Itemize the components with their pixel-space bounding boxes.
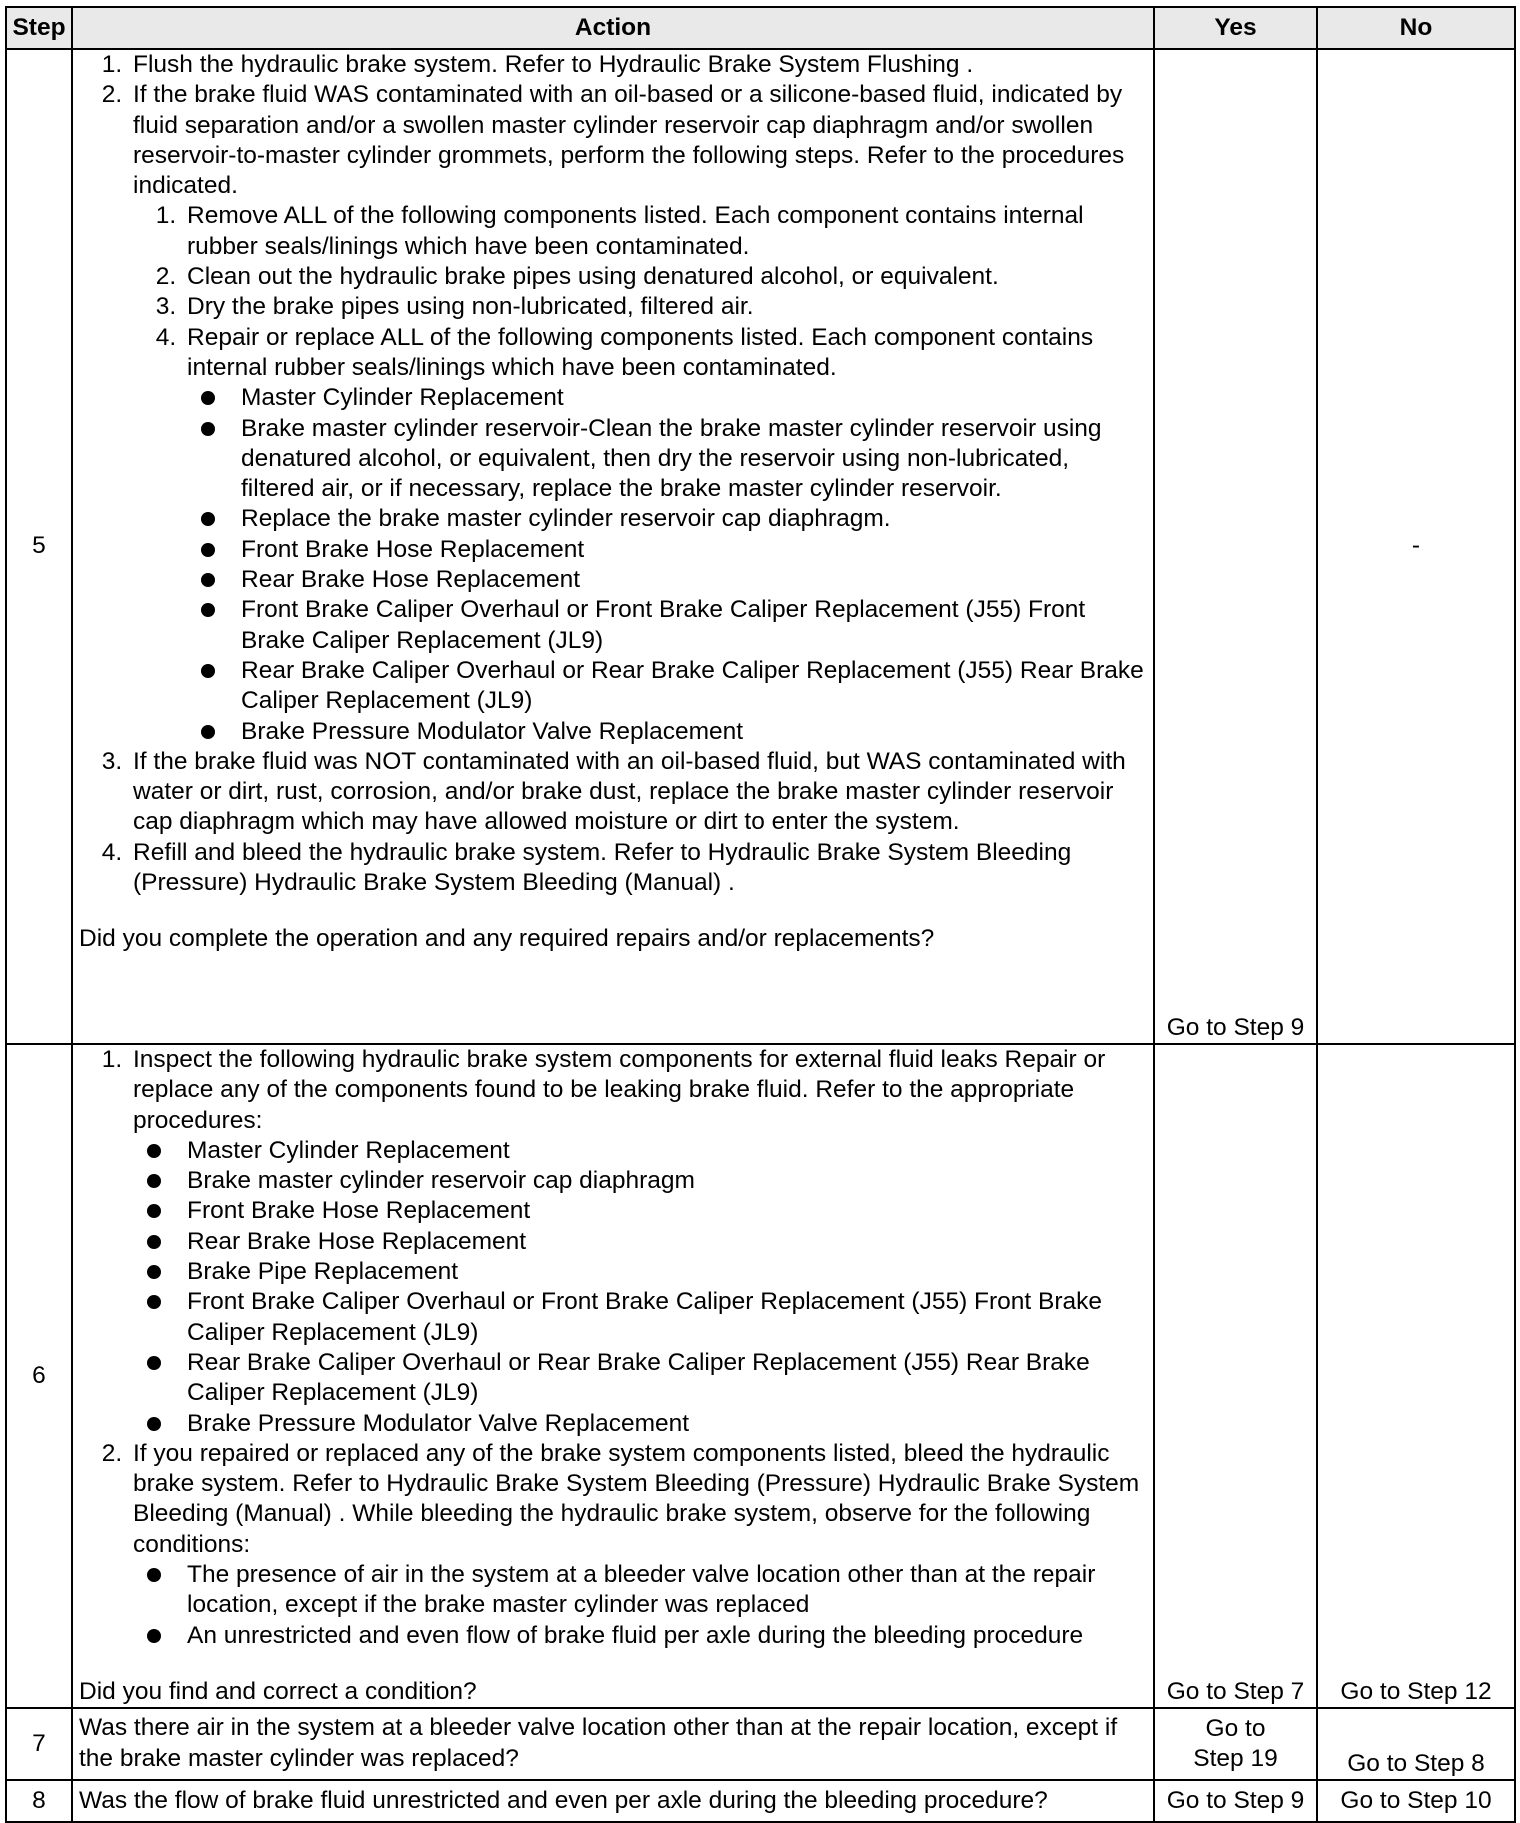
bullet-item: [237, 595, 1147, 656]
action-cell: [72, 1044, 1154, 1708]
bullet-list: [133, 1560, 1147, 1651]
bullet-icon: [201, 664, 215, 678]
bullet-item: [183, 1136, 1147, 1166]
sub-list-item: [183, 292, 1147, 322]
table-row: [6, 49, 1515, 1044]
step-column-header: Step: [6, 7, 72, 49]
bullet-text: Rear Brake Hose Replacement: [187, 1227, 527, 1255]
bullet-icon: [201, 512, 215, 526]
bullet-item: [237, 504, 1147, 534]
yes-column-header: Yes: [1154, 7, 1317, 49]
diagnostic-procedure-table: [5, 6, 1516, 1823]
bullet-text: An unrestricted and even flow of brake fluid per axle during the bleeding procedure: [187, 1621, 1084, 1649]
bullet-item: [183, 1409, 1147, 1439]
no-answer: Go to Step 12: [1317, 1044, 1515, 1708]
list-item-text: If the brake fluid WAS contaminated with an oil-based or a silicone-based fluid, indicated by fluid separation and/or a swollen master cylinder reservoir cap diaphragm and/or swollen reservoir-to-master cylinder grommets, perform the following steps. Refer to the procedures indicated.: [133, 81, 1125, 200]
sub-list-item-text: Remove ALL of the following components listed. Each component contains internal rubber seals/linings which have been contaminated.: [187, 202, 1084, 260]
yes-answer-line: Go to: [1205, 1714, 1266, 1742]
bullet-icon: [147, 1174, 161, 1188]
no-answer: Go to Step 10: [1317, 1780, 1515, 1822]
bullet-icon: [147, 1204, 161, 1218]
header-row: [6, 7, 1515, 49]
bullet-item: [237, 565, 1147, 595]
sub-list-item-text: Dry the brake pipes using non-lubricated, filtered air.: [187, 293, 754, 321]
bullet-icon: [201, 422, 215, 436]
yes-answer: Go to Step 9: [1154, 1780, 1317, 1822]
question-text: Did you find and correct a condition?: [79, 1677, 477, 1705]
sub-list-item-text: Clean out the hydraulic brake pipes using denatured alcohol, or equivalent.: [187, 263, 999, 291]
bullet-text: Brake Pressure Modulator Valve Replacement: [187, 1409, 690, 1437]
question-text: Did you complete the operation and any required repairs and/or replacements?: [79, 925, 935, 953]
bullet-text: Master Cylinder Replacement: [241, 384, 564, 412]
action-cell: [72, 49, 1154, 1044]
yes-answer: [1154, 1708, 1317, 1780]
bullet-text: Front Brake Hose Replacement: [241, 535, 585, 563]
yes-answer: Go to Step 7: [1154, 1044, 1317, 1708]
bullet-item: [237, 414, 1147, 505]
sub-list-item-text: Repair or replace ALL of the following components listed. Each component contains internal rubber seals/linings which have been contaminated.: [187, 323, 1094, 381]
bullet-icon: [147, 1265, 161, 1279]
bullet-text: Brake Pipe Replacement: [187, 1258, 459, 1286]
bullet-text: Front Brake Hose Replacement: [187, 1197, 531, 1225]
bullet-item: [237, 656, 1147, 717]
bullet-item: [237, 535, 1147, 565]
bullet-text: Front Brake Caliper Overhaul or Front Brake Caliper Replacement (J55) Front Brake Caliper Replacement (JL9): [187, 1288, 1103, 1346]
question-text: Was there air in the system at a bleeder valve location other than at the repair location, except if the brake master cylinder was replaced?: [79, 1714, 1118, 1772]
action-list: [79, 50, 1147, 898]
list-item-text: Refill and bleed the hydraulic brake system. Refer to Hydraulic Brake System Bleeding (Pressure) Hydraulic Brake System Bleeding (Manual) .: [133, 838, 1072, 897]
bullet-item: [237, 383, 1147, 413]
yes-answer: Go to Step 9: [1154, 49, 1317, 1044]
bullet-item: [183, 1287, 1147, 1348]
action-list: [79, 1045, 1147, 1651]
no-answer: Go to Step 8: [1317, 1708, 1515, 1780]
list-item-text: If you repaired or replaced any of the brake system components listed, bleed the hydraulic brake system. Refer to Hydraulic Brake System Bleeding (Pressure) Hydraulic Brake System Bleeding (Manual) . While bleeding the hydraulic brake system, observe for the following conditions:: [133, 1439, 1140, 1558]
list-item: [129, 747, 1147, 838]
bullet-icon: [147, 1568, 161, 1582]
sub-list-item: [183, 323, 1147, 747]
question-text: Was the flow of brake fluid unrestricted and even per axle during the bleeding procedure?: [79, 1787, 1048, 1815]
bullet-item: [183, 1348, 1147, 1409]
bullet-icon: [201, 543, 215, 557]
bullet-icon: [147, 1295, 161, 1309]
bullet-icon: [147, 1629, 161, 1643]
bullet-item: [183, 1560, 1147, 1621]
table-row: [6, 1780, 1515, 1822]
table-row: [6, 1044, 1515, 1708]
bullet-icon: [147, 1235, 161, 1249]
bullet-item: [183, 1166, 1147, 1196]
list-item: [129, 1045, 1147, 1439]
bullet-text: Master Cylinder Replacement: [187, 1136, 510, 1164]
bullet-text: Brake Pressure Modulator Valve Replacement: [241, 717, 744, 745]
list-item: [129, 838, 1147, 899]
step-number: 8: [6, 1780, 72, 1822]
table-row: [6, 1708, 1515, 1780]
bullet-icon: [147, 1417, 161, 1431]
step-number: 5: [6, 49, 72, 1044]
bullet-text: Front Brake Caliper Overhaul or Front Brake Caliper Replacement (J55) Front Brake Caliper Replacement (JL9): [241, 596, 1086, 654]
step-number: 6: [6, 1044, 72, 1708]
bullet-text: The presence of air in the system at a bleeder valve location other than at the repair location, except if the brake master cylinder was replaced: [187, 1561, 1096, 1619]
action-cell: [72, 1780, 1154, 1822]
bullet-text: Brake master cylinder reservoir cap diaphragm: [187, 1167, 695, 1195]
bullet-item: [237, 717, 1147, 747]
sub-list-item: [183, 201, 1147, 262]
bullet-list: [133, 1136, 1147, 1439]
list-item-text: Inspect the following hydraulic brake system components for external fluid leaks Repair or replace any of the components found to be leaking brake fluid. Refer to the appropriate procedures:: [133, 1046, 1106, 1134]
bullet-icon: [201, 573, 215, 587]
bullet-icon: [147, 1144, 161, 1158]
list-item-text: If the brake fluid was NOT contaminated with an oil-based fluid, but WAS contaminated with water or dirt, rust, corrosion, and/or brake dust, replace the brake master cylinder reservoir cap diaphragm which may have allowed moisture or dirt to enter the system.: [133, 747, 1126, 836]
no-answer: -: [1317, 49, 1515, 1044]
no-column-header: No: [1317, 7, 1515, 49]
bullet-item: [183, 1257, 1147, 1287]
bullet-icon: [147, 1356, 161, 1370]
bullet-text: Rear Brake Caliper Overhaul or Rear Brake Caliper Replacement (J55) Rear Brake Caliper Replacement (JL9): [241, 656, 1144, 715]
sub-list: [133, 201, 1147, 746]
bullet-item: [183, 1227, 1147, 1257]
yes-answer-line: Step 19: [1193, 1745, 1278, 1773]
bullet-item: [183, 1621, 1147, 1651]
bullet-text: Replace the brake master cylinder reservoir cap diaphragm.: [241, 505, 891, 533]
bullet-icon: [201, 391, 215, 405]
bullet-list: [187, 383, 1147, 747]
sub-list-item: [183, 262, 1147, 292]
list-item-text: Flush the hydraulic brake system. Refer to Hydraulic Brake System Flushing .: [133, 51, 974, 78]
step-number: 7: [6, 1708, 72, 1780]
action-column-header: Action: [72, 7, 1154, 49]
action-cell: [72, 1708, 1154, 1780]
bullet-text: Rear Brake Caliper Overhaul or Rear Brake Caliper Replacement (J55) Rear Brake Caliper Replacement (JL9): [187, 1348, 1090, 1407]
list-item: [129, 50, 1147, 80]
bullet-text: Rear Brake Hose Replacement: [241, 566, 581, 594]
list-item: [129, 1439, 1147, 1651]
bullet-icon: [201, 725, 215, 739]
bullet-icon: [201, 603, 215, 617]
bullet-text: Brake master cylinder reservoir-Clean the brake master cylinder reservoir using denatured alcohol, or equivalent, then dry the reservoir using non-lubricated, filtered air, or if necessary, replace the brake master cylinder reservoir.: [241, 414, 1102, 503]
list-item: [129, 80, 1147, 747]
bullet-item: [183, 1196, 1147, 1226]
